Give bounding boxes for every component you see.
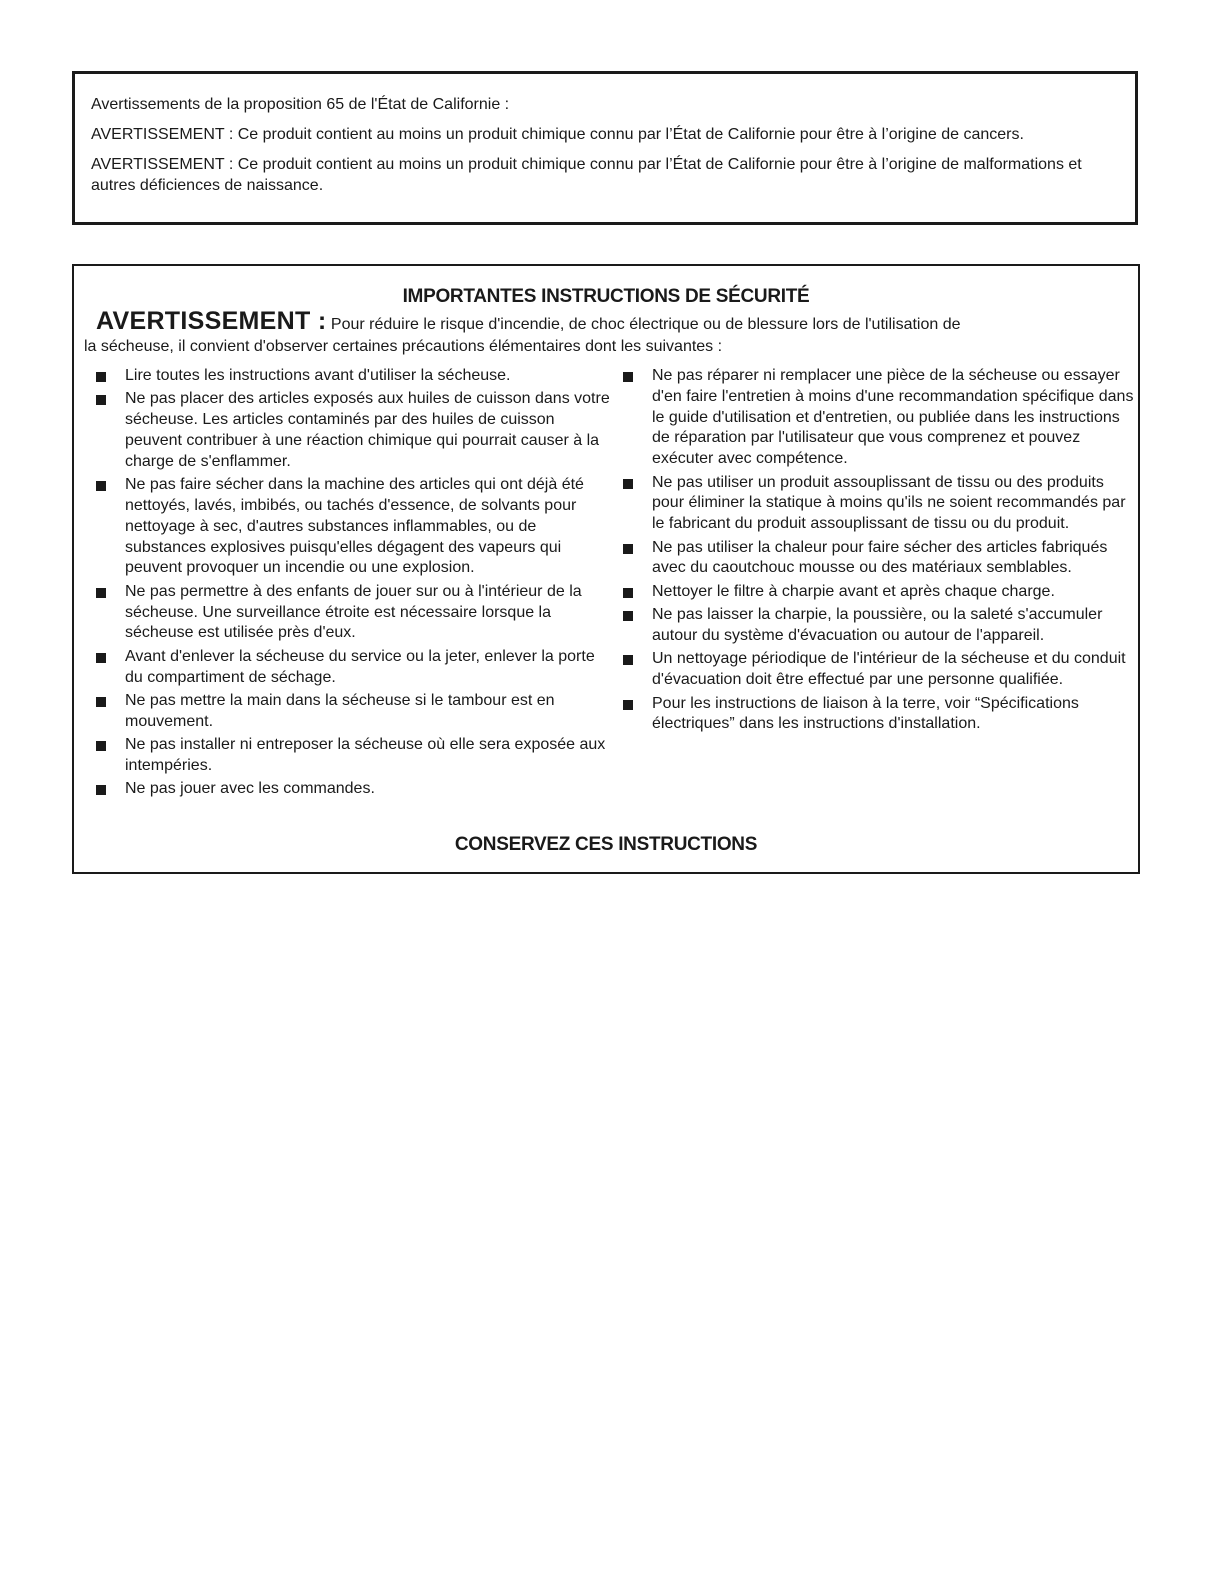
list-item: Ne pas mettre la main dans la sécheuse si le tambour est en mouvement.	[96, 691, 611, 733]
list-item: Ne pas utiliser la chaleur pour faire sécher des articles fabriqués avec du caoutchouc mousse ou des matériaux semblables.	[623, 538, 1138, 580]
prop65-birth-defect-warning: AVERTISSEMENT : Ce produit contient au moins un produit chimique connu par l’État de Californie pour être à l’origine de malformations et autres déficiences de naissance.	[91, 156, 1082, 194]
list-item: Un nettoyage périodique de l'intérieur de la sécheuse et du conduit d'évacuation doit être effectué par une personne qualifiée.	[623, 649, 1138, 691]
square-bullet-icon	[623, 372, 633, 382]
prop65-warning-box	[72, 71, 1138, 225]
square-bullet-icon	[96, 395, 106, 405]
save-instructions-footer: CONSERVEZ CES INSTRUCTIONS	[454, 834, 758, 855]
warning-intro-line-2: la sécheuse, il convient d'observer certaines précautions élémentaires dont les suivantes :	[84, 338, 723, 355]
list-item: Nettoyer le filtre à charpie avant et après chaque charge.	[623, 582, 1138, 603]
square-bullet-icon	[623, 655, 633, 665]
warning-word: AVERTISSEMENT :	[96, 307, 327, 335]
safety-instructions-box	[72, 264, 1140, 874]
square-bullet-icon	[623, 479, 633, 489]
square-bullet-icon	[96, 481, 106, 491]
list-item: Pour les instructions de liaison à la terre, voir “Spécifications électriques” dans les instructions d'installation.	[623, 694, 1138, 736]
prop65-cancer-warning: AVERTISSEMENT : Ce produit contient au moins un produit chimique connu par l’État de Californie pour être à l’origine de cancers.	[91, 126, 1024, 143]
square-bullet-icon	[96, 372, 106, 382]
list-item: Ne pas placer des articles exposés aux huiles de cuisson dans votre sécheuse. Les articles contaminés par des huiles de cuisson peuvent contribuer à une réaction chimique qui pourrait causer à la charge de s'enflammer.	[96, 389, 611, 472]
prop65-heading: Avertissements de la proposition 65 de l'État de Californie :	[91, 96, 510, 113]
square-bullet-icon	[96, 785, 106, 795]
square-bullet-icon	[623, 544, 633, 554]
list-item: Ne pas jouer avec les commandes.	[96, 779, 611, 800]
square-bullet-icon	[623, 700, 633, 710]
list-item: Lire toutes les instructions avant d'utiliser la sécheuse.	[96, 366, 611, 387]
square-bullet-icon	[623, 588, 633, 598]
safety-title: IMPORTANTES INSTRUCTIONS DE SÉCURITÉ	[402, 286, 810, 307]
warning-intro	[84, 307, 1124, 358]
list-item: Avant d'enlever la sécheuse du service ou la jeter, enlever la porte du compartiment de séchage.	[96, 647, 611, 689]
list-item: Ne pas utiliser un produit assouplissant de tissu ou des produits pour éliminer la statique à moins qu'ils ne soient recommandés par le fabricant du produit assouplissant de tissu ou du produit.	[623, 473, 1138, 535]
list-item: Ne pas laisser la charpie, la poussière, ou la saleté s'accumuler autour du système d'évacuation ou autour de l'appareil.	[623, 605, 1138, 647]
square-bullet-icon	[96, 653, 106, 663]
square-bullet-icon	[96, 741, 106, 751]
square-bullet-icon	[623, 611, 633, 621]
right-instruction-list	[623, 366, 1138, 738]
warning-intro-line-1: Pour réduire le risque d'incendie, de choc électrique ou de blessure lors de l'utilisation de	[330, 316, 961, 333]
square-bullet-icon	[96, 697, 106, 707]
left-instruction-list	[96, 366, 611, 803]
list-item: Ne pas faire sécher dans la machine des articles qui ont déjà été nettoyés, lavés, imbibés, ou tachés d'essence, de solvants pour nettoyage à sec, d'autres substances inflammables, ou de substances explosives puisqu'elles dégagent des vapeurs qui peuvent provoquer un incendie ou une explosion.	[96, 475, 611, 579]
list-item: Ne pas permettre à des enfants de jouer sur ou à l'intérieur de la sécheuse. Une surveillance étroite est nécessaire lorsque la sécheuse est utilisée près d'eux.	[96, 582, 611, 644]
list-item: Ne pas réparer ni remplacer une pièce de la sécheuse ou essayer d'en faire l'entretien à moins d'une recommandation spécifique dans le guide d'utilisation et d'entretien, ou publiée dans les instructions de réparation par l'utilisateur que vous comprenez et pouvez exécuter avec compétence.	[623, 366, 1138, 470]
square-bullet-icon	[96, 588, 106, 598]
list-item: Ne pas installer ni entreposer la sécheuse où elle sera exposée aux intempéries.	[96, 735, 611, 777]
